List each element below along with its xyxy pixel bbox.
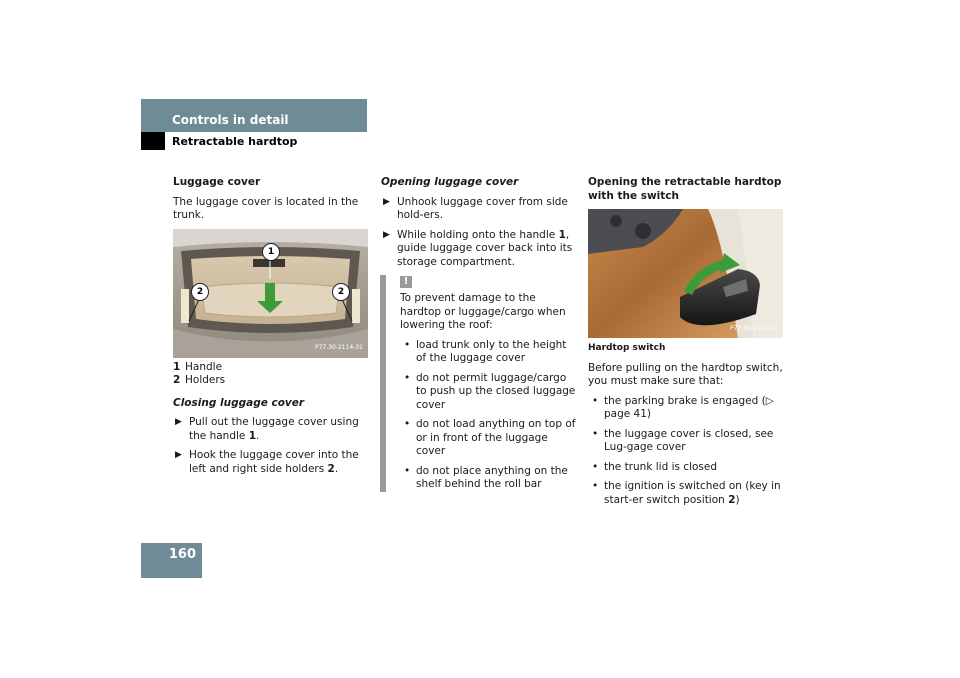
bullet-ref: 2 <box>728 493 736 506</box>
precheck-bullet <box>588 480 783 507</box>
luggage-cover-heading: Luggage cover <box>173 176 261 188</box>
section-subtitle: Retractable hardtop <box>172 135 298 148</box>
switch-figure <box>588 209 783 338</box>
legend-number: 2 <box>173 374 181 386</box>
legend-number: 1 <box>173 360 181 373</box>
precheck-intro: Before pulling on the hardtop switch, you must make sure that: <box>588 361 783 387</box>
bullet-text: load trunk only to the height of the luggage cover <box>416 338 567 364</box>
bullet-dot: • <box>592 427 599 440</box>
legend-text: Holders <box>185 374 226 386</box>
step-text: While holding onto the handle <box>397 228 559 241</box>
step-text: Hook the luggage cover into the left and right side holders <box>189 449 359 475</box>
step-arrow-icon: ▶ <box>175 450 182 460</box>
figure-caption: Hardtop switch <box>588 343 666 353</box>
closing-cover-heading: Closing luggage cover <box>173 396 305 409</box>
hardtop-switch-heading: Opening the retractable hardtop with the switch <box>588 176 782 202</box>
bullet-text: the parking brake is engaged ( <box>604 394 766 407</box>
step-ref: 2 <box>327 462 335 475</box>
step-ref: 1 <box>248 429 257 442</box>
column-hardtop-switch <box>588 176 783 513</box>
column-opening-cover <box>381 176 576 496</box>
instruction-step <box>173 416 368 443</box>
section-title: Controls in detail <box>172 113 289 127</box>
switch-photo <box>588 209 783 338</box>
callout-holder-right: 2 <box>332 283 350 301</box>
legend-text: Handle <box>185 360 223 373</box>
bullet-text: the ignition is switched on (key in start-er switch position <box>604 480 781 506</box>
step-arrow-icon: ▶ <box>383 229 390 240</box>
bullet-dot: • <box>404 338 411 351</box>
bullet-text: do not place anything on the shelf behind the roll bar <box>416 464 568 490</box>
instruction-step <box>381 229 576 270</box>
trunk-figure <box>173 229 368 358</box>
figure-code: P77.30-2131-31 <box>729 324 778 332</box>
precheck-bullet <box>588 428 783 455</box>
page-ref-link[interactable]: page 41) <box>604 408 652 420</box>
bullet-dot: • <box>592 394 599 407</box>
instruction-step <box>381 196 576 223</box>
bullet-dot: • <box>592 480 599 492</box>
warning-icon: ! <box>400 276 412 288</box>
bullet-text: the trunk lid is closed <box>604 460 718 473</box>
bullet-text-end: ) <box>735 493 740 506</box>
column-luggage-cover <box>173 176 368 482</box>
step-text: Pull out the luggage cover using the handle <box>189 416 359 442</box>
bullet-dot: • <box>592 460 599 473</box>
bullet-text: the luggage cover is closed, see Lug-gage cover <box>604 427 774 453</box>
instruction-step <box>173 449 368 476</box>
precheck-bullet <box>588 395 783 422</box>
page-number-box <box>141 543 202 578</box>
step-text-end: . <box>256 429 260 442</box>
callout-holder-left: 2 <box>191 283 209 301</box>
step-arrow-icon: ▶ <box>383 196 390 207</box>
warning-bullet <box>400 465 576 492</box>
step-arrow-icon: ▶ <box>175 417 182 427</box>
legend-item <box>173 374 368 388</box>
figure-code: P77.30-2114-31 <box>314 344 363 351</box>
page-number: 160 <box>168 547 196 562</box>
warning-box <box>380 275 576 492</box>
callout-handle: 1 <box>262 243 280 261</box>
bullet-dot: • <box>404 418 411 430</box>
step-text-end: . <box>334 462 339 475</box>
opening-cover-heading: Opening luggage cover <box>381 176 519 188</box>
step-text-end: , guide luggage cover back into its storage compartment. <box>397 228 573 268</box>
warning-text: To prevent damage to the hardtop or luggage/cargo when lowering the roof: <box>400 292 566 331</box>
step-text: Unhook luggage cover from side hold-ers. <box>397 195 568 221</box>
bullet-text: do not permit luggage/cargo to push up the closed luggage cover <box>416 371 576 411</box>
page-ref-icon: ▷ <box>765 394 774 407</box>
warning-bullet <box>400 372 576 413</box>
precheck-bullet <box>588 461 783 475</box>
bullet-dot: • <box>404 464 411 477</box>
bullet-dot: • <box>404 371 411 384</box>
legend-item <box>173 361 368 375</box>
luggage-cover-intro: The luggage cover is located in the trunk. <box>173 195 359 221</box>
warning-bullet <box>400 339 576 366</box>
warning-bullet <box>400 418 576 459</box>
bullet-text: do not load anything on top of or in front of the luggage cover <box>416 418 576 457</box>
step-ref: 1 <box>558 228 566 241</box>
header-tab-marker <box>141 132 165 150</box>
